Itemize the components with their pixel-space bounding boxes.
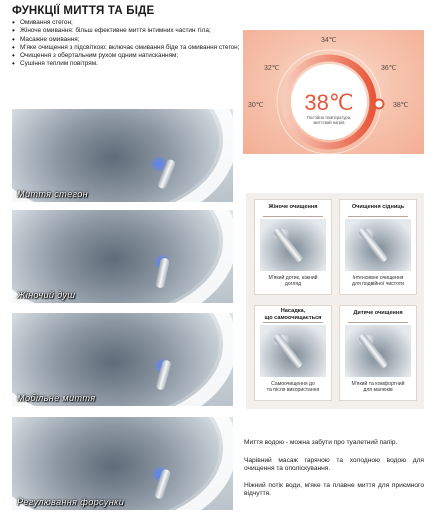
photo-feminine-shower [12, 210, 233, 303]
feature-list-item: • Жіноче омивання: більш ефективне миття інтимних частин тіла; [12, 27, 244, 35]
description-paragraph: Ніжний потік води, м'яке та плавне миття для приємного відчуття. [244, 482, 424, 498]
temperature-desc-line1: Постійна температура, [306, 115, 352, 120]
temperature-panel [243, 30, 424, 154]
tick-label-34: 34℃ [321, 37, 337, 44]
feature-list-item: • Сушіння теплим повітрям. [12, 60, 244, 68]
dial-knob-icon [375, 100, 384, 109]
feature-list-item: • М'яке очищення з підсвіткою: включає омивання біде та омивання стегон; [12, 44, 244, 52]
card-image [345, 325, 411, 377]
photo-caption: Мобільне миття [17, 393, 96, 403]
card-image [345, 219, 411, 271]
photo-nozzle-adjustment [12, 417, 233, 510]
card-image [260, 325, 326, 377]
card-divider [263, 216, 323, 217]
description-paragraph: Чарівний масаж гарячою та холодною водою для очищення та ополіскування. [244, 457, 424, 473]
feature-list-item: • Очищення з обертальним рухом одним натисканням; [12, 52, 244, 60]
temperature-dial [243, 30, 424, 154]
photo-caption: Регулювання форсунки [17, 497, 125, 507]
photo-caption: Миття стегон [17, 189, 88, 199]
photo-hip-wash [12, 109, 233, 202]
card-description: М'який дотик, ніжний догляд [268, 275, 318, 287]
card-title: Жіноче очищення [268, 204, 318, 210]
temperature-desc-line2: миттєвий нагрів [313, 120, 345, 125]
card-divider [263, 322, 323, 323]
card-feminine-cleaning [254, 199, 332, 295]
tick-label-30: 30℃ [248, 102, 264, 109]
photo-caption: Жіночий душ [17, 290, 76, 300]
card-title: Насадка, що самоочищається [264, 308, 322, 321]
tick-label-32: 32℃ [264, 65, 280, 72]
card-title: Дитяче очищення [353, 310, 403, 316]
card-description: М'який та комфортний для малюків [351, 381, 405, 393]
cleaning-modes-panel [246, 193, 424, 409]
tick-label-38: 38℃ [393, 102, 409, 109]
feature-list [12, 19, 244, 69]
card-divider [348, 322, 408, 323]
tick-label-36: 36℃ [381, 65, 397, 72]
card-description: Самоочищення до та після використання [266, 381, 320, 393]
feature-list-item: • Омивання стегон; [12, 19, 244, 27]
feature-list-item: • Масажне омивання; [12, 36, 244, 44]
card-description: Інтенсивне очищення для подвійної чистоти [352, 275, 404, 287]
page-title: ФУНКЦІЇ МИТТЯ ТА БІДЕ [12, 5, 155, 17]
card-divider [348, 216, 408, 217]
card-posterior-cleaning [339, 199, 417, 295]
description-paragraph: Миття водою - можна забути про туалетний папір. [244, 439, 398, 446]
card-image [260, 219, 326, 271]
card-child-cleaning [339, 305, 417, 401]
photo-mobile-wash [12, 313, 233, 406]
temperature-value: 38℃ [304, 90, 354, 115]
card-title: Очищення сідниць [351, 204, 405, 210]
card-self-cleaning-nozzle [254, 305, 332, 401]
